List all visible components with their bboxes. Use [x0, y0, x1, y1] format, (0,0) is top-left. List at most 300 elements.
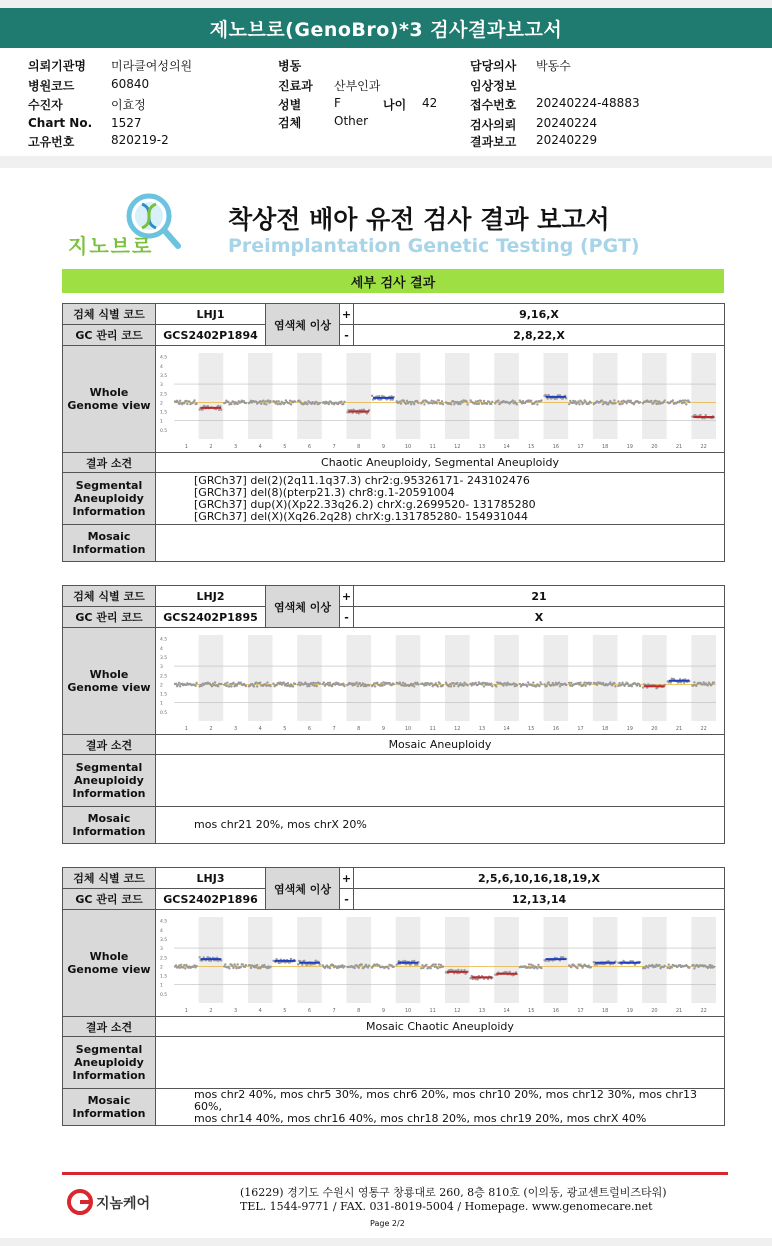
x-tick-label: 21 — [675, 443, 683, 450]
data-point — [379, 684, 381, 686]
whole-genome-label: Whole Genome view — [63, 346, 156, 453]
header-label: 나이 — [383, 98, 407, 112]
data-point — [340, 400, 342, 402]
x-tick-label: 6 — [307, 1007, 312, 1014]
gc-code: GCS2402P1896 — [156, 889, 266, 910]
data-point — [470, 684, 472, 686]
data-point — [614, 685, 616, 687]
footer-address-block — [240, 1186, 667, 1214]
data-point — [255, 681, 257, 683]
header-value: 박동수 — [536, 59, 571, 73]
data-point — [297, 963, 299, 965]
x-tick-label: 1 — [184, 1007, 188, 1014]
data-point — [486, 402, 488, 404]
whole-genome-label: Whole Genome view — [63, 628, 156, 735]
data-point — [438, 963, 440, 965]
chromosome-band — [691, 917, 716, 1003]
data-point — [253, 685, 255, 687]
data-point — [441, 400, 443, 402]
data-point — [570, 681, 572, 683]
x-tick-label: 19 — [626, 443, 633, 450]
data-point — [260, 402, 262, 404]
header-label: 병원코드 — [28, 79, 75, 93]
data-point — [235, 967, 237, 969]
x-tick-label: 18 — [601, 443, 609, 450]
sample-code-label: 검체 식별 코드 — [63, 868, 156, 889]
data-point — [688, 400, 690, 402]
whole-genome-plot-cell — [156, 628, 725, 735]
y-tick-label: 4.5 — [160, 637, 168, 643]
header-label: 검사의뢰 — [470, 118, 517, 132]
data-point — [323, 681, 325, 683]
chromosome-band — [346, 917, 371, 1003]
data-point — [655, 402, 657, 404]
whole-genome-plot — [156, 347, 724, 452]
data-point — [617, 400, 619, 402]
data-point — [374, 685, 376, 687]
mosaic-line: mos chr2 40%, mos chr5 30%, mos chr6 20%, mos chr10 20%, mos chr12 30%, mos chr13 60%, — [194, 1088, 697, 1113]
plus-sign: + — [340, 868, 354, 889]
data-point — [356, 681, 358, 683]
data-point — [668, 963, 670, 965]
x-tick-label: 12 — [454, 443, 461, 450]
finding-label: 결과 소견 — [63, 1017, 156, 1037]
data-point — [195, 402, 197, 404]
data-point — [328, 402, 330, 404]
header-label: 임상정보 — [470, 79, 517, 93]
data-point — [614, 402, 616, 404]
data-point — [255, 966, 257, 968]
data-point — [618, 681, 620, 683]
x-tick-label: 3 — [233, 443, 238, 450]
data-point — [483, 685, 485, 687]
data-point — [175, 964, 177, 966]
data-point — [275, 400, 277, 402]
x-tick-label: 5 — [283, 1007, 287, 1014]
finding-text: Chaotic Aneuploidy, Segmental Aneuploidy — [156, 453, 725, 473]
y-tick-label: 0.5 — [160, 428, 168, 434]
data-point — [477, 978, 479, 980]
data-point — [448, 685, 450, 687]
data-point — [236, 402, 238, 404]
data-point — [343, 684, 345, 686]
data-point — [353, 966, 355, 968]
data-point — [224, 401, 226, 403]
header-label: 진료과 — [278, 79, 313, 93]
data-point — [625, 402, 627, 404]
data-point — [620, 400, 622, 402]
data-point — [437, 685, 439, 687]
data-point — [684, 399, 686, 401]
data-point — [631, 684, 633, 686]
section-title: 세부 검사 결과 — [62, 269, 724, 293]
data-point — [290, 403, 292, 405]
data-point — [380, 682, 382, 684]
x-tick-label: 19 — [626, 725, 633, 732]
data-point — [269, 965, 271, 967]
data-point — [654, 399, 656, 401]
data-point — [617, 684, 619, 686]
data-point — [232, 966, 234, 968]
data-point — [570, 966, 572, 968]
data-point — [179, 399, 181, 401]
header-label: 성별 — [278, 98, 302, 112]
chromosome-band — [593, 917, 618, 1003]
data-point — [480, 399, 482, 401]
data-point — [465, 400, 467, 402]
data-point — [178, 402, 180, 404]
data-point — [224, 963, 226, 965]
data-point — [516, 403, 518, 405]
segmental-label: Segmental Aneuploidy Information — [63, 1037, 156, 1089]
data-point — [226, 681, 228, 683]
y-tick-label: 3.5 — [160, 937, 168, 943]
data-point — [657, 402, 659, 404]
x-tick-label: 3 — [233, 1007, 238, 1014]
data-point — [429, 401, 431, 403]
data-point — [403, 684, 405, 686]
footer-divider — [62, 1172, 728, 1175]
data-point — [579, 681, 581, 683]
data-point — [183, 963, 185, 965]
data-point — [619, 403, 621, 405]
y-tick-label: 3.5 — [160, 373, 168, 379]
data-point — [319, 401, 321, 403]
data-point — [433, 963, 435, 965]
data-point — [474, 402, 476, 404]
chrom-abnormality-label: 염색체 이상 — [266, 868, 340, 910]
data-point — [482, 681, 484, 683]
x-tick-label: 13 — [478, 443, 486, 450]
header-value: 이효정 — [111, 98, 146, 112]
data-point — [462, 684, 464, 686]
data-point — [642, 686, 644, 688]
finding-text: Mosaic Aneuploidy — [156, 735, 725, 755]
data-point — [266, 681, 268, 683]
chromosome-band — [593, 353, 618, 439]
plus-sign: + — [340, 304, 354, 325]
segmental-line: [GRCh37] dup(X)(Xp22.33q26.2) chrX:g.2699520- 131785280 — [194, 497, 536, 511]
data-point — [475, 400, 477, 402]
x-tick-label: 11 — [429, 443, 436, 450]
mosaic-info — [156, 525, 725, 562]
data-point — [519, 682, 521, 684]
data-point — [440, 963, 442, 965]
data-point — [195, 964, 197, 966]
data-point — [547, 681, 549, 683]
data-point — [621, 402, 623, 404]
data-point — [495, 685, 497, 687]
header-label: 수진자 — [28, 98, 63, 112]
data-point — [559, 685, 561, 687]
data-point — [491, 685, 493, 687]
data-point — [404, 682, 406, 684]
x-tick-label: 1 — [184, 443, 188, 450]
x-tick-label: 4 — [258, 1007, 262, 1014]
data-point — [259, 400, 261, 402]
y-tick-label: 3 — [160, 946, 163, 952]
data-point — [437, 967, 439, 969]
segmental-info — [156, 1037, 725, 1089]
data-point — [423, 403, 425, 405]
x-tick-label: 9 — [381, 725, 386, 732]
data-point — [602, 403, 604, 405]
data-point — [528, 963, 530, 965]
data-point — [420, 967, 422, 969]
x-tick-label: 8 — [357, 1007, 361, 1014]
header-label: 의뢰기관명 — [28, 59, 86, 73]
data-point — [250, 966, 252, 968]
data-point — [358, 966, 360, 968]
data-point — [590, 966, 592, 968]
data-point — [290, 957, 292, 959]
data-point — [405, 402, 407, 404]
data-point — [683, 401, 685, 403]
chromosome-band — [396, 917, 421, 1003]
data-point — [439, 966, 441, 968]
loss-chromosomes: 2,8,22,X — [354, 325, 725, 346]
data-point — [267, 399, 269, 401]
data-point — [193, 399, 195, 401]
y-tick-label: 2.5 — [160, 955, 168, 961]
data-point — [217, 685, 219, 687]
y-tick-label: 4 — [160, 928, 163, 934]
header-value: 산부인과 — [334, 79, 381, 93]
chromosome-band — [297, 353, 322, 439]
x-tick-label: 13 — [478, 1007, 486, 1014]
header-label: 접수번호 — [470, 98, 517, 112]
data-point — [421, 964, 423, 966]
data-point — [644, 967, 646, 969]
data-point — [571, 401, 573, 403]
x-tick-label: 12 — [454, 725, 461, 732]
data-point — [269, 684, 271, 686]
whole-genome-plot-cell — [156, 910, 725, 1017]
x-tick-label: 2 — [209, 443, 213, 450]
data-point — [565, 683, 567, 685]
data-point — [229, 682, 231, 684]
data-point — [423, 684, 425, 686]
data-point — [692, 684, 694, 686]
sample-result-table — [62, 867, 725, 1126]
x-tick-label: 8 — [357, 725, 361, 732]
data-point — [305, 682, 307, 684]
header-value: 20240224 — [536, 116, 598, 130]
data-point — [413, 402, 415, 404]
chromosome-band — [248, 353, 273, 439]
data-point — [656, 400, 658, 402]
logo-text: 지노브로 — [68, 234, 154, 258]
data-point — [342, 682, 344, 684]
segmental-info — [156, 473, 725, 525]
chromosome-band — [396, 635, 421, 721]
x-tick-label: 3 — [233, 725, 238, 732]
sample-result-table — [62, 585, 725, 844]
chrom-abnormality-label: 염색체 이상 — [266, 586, 340, 628]
data-point — [198, 956, 200, 958]
data-point — [213, 683, 215, 685]
data-point — [527, 966, 529, 968]
data-point — [391, 398, 393, 400]
data-point — [692, 963, 694, 965]
segmental-line: [GRCh37] del(X)(Xq26.2q28) chrX:g.131785280- 154931044 — [194, 509, 529, 523]
y-tick-label: 4 — [160, 364, 163, 370]
sample-code: LHJ2 — [156, 586, 266, 607]
finding-label: 결과 소견 — [63, 735, 156, 755]
data-point — [526, 685, 528, 687]
data-point — [382, 681, 384, 683]
data-point — [568, 681, 570, 683]
header-label: 고유번호 — [28, 135, 75, 149]
data-point — [200, 684, 202, 686]
data-point — [265, 403, 267, 405]
data-point — [453, 684, 455, 686]
data-point — [430, 399, 432, 401]
data-point — [177, 683, 179, 685]
x-tick-label: 11 — [429, 725, 436, 732]
x-tick-label: 17 — [577, 1007, 584, 1014]
data-point — [476, 402, 478, 404]
x-tick-label: 6 — [307, 443, 312, 450]
sample-code: LHJ3 — [156, 868, 266, 889]
data-point — [531, 684, 533, 686]
chrom-abnormality-label: 염색체 이상 — [266, 304, 340, 346]
data-point — [359, 681, 361, 683]
data-point — [429, 967, 431, 969]
chromosome-band — [445, 353, 470, 439]
chromosome-band — [642, 635, 667, 721]
data-point — [283, 681, 285, 683]
y-tick-label: 1.5 — [160, 974, 168, 980]
y-tick-label: 2.5 — [160, 673, 168, 679]
company-name: 지놈케어 — [96, 1196, 151, 1212]
data-point — [713, 965, 715, 967]
data-point — [491, 400, 493, 402]
minus-sign: - — [340, 889, 354, 910]
data-point — [449, 682, 451, 684]
y-tick-label: 0.5 — [160, 710, 168, 716]
data-point — [431, 402, 433, 404]
chromosome-band — [494, 635, 519, 721]
y-tick-label: 1 — [160, 701, 163, 707]
data-point — [540, 683, 542, 685]
data-point — [552, 681, 554, 683]
gain-chromosomes: 2,5,6,10,16,18,19,X — [354, 868, 725, 889]
data-point — [551, 683, 553, 685]
chromosome-band — [199, 635, 224, 721]
data-point — [362, 682, 364, 684]
data-point — [532, 681, 534, 683]
mosaic-label: Mosaic Information — [63, 1089, 156, 1126]
data-point — [342, 402, 344, 404]
data-point — [387, 967, 389, 969]
chromosome-band — [544, 635, 569, 721]
gc-code-label: GC 관리 코드 — [63, 325, 156, 346]
data-point — [314, 681, 316, 683]
data-point — [263, 402, 265, 404]
data-point — [416, 963, 418, 965]
chromosome-band — [593, 635, 618, 721]
data-point — [179, 966, 181, 968]
data-point — [667, 966, 669, 968]
plus-sign: + — [340, 586, 354, 607]
data-point — [434, 965, 436, 967]
data-point — [218, 408, 220, 410]
x-tick-label: 16 — [552, 1007, 560, 1014]
data-point — [577, 400, 579, 402]
sample-code: LHJ1 — [156, 304, 266, 325]
data-point — [650, 399, 652, 401]
header-value: 1527 — [111, 116, 142, 130]
data-point — [245, 401, 247, 403]
footer-contact: TEL. 1544-9771 / FAX. 031-8019-5004 / Homepage. www.genomecare.net — [240, 1200, 653, 1213]
x-tick-label: 16 — [552, 725, 560, 732]
data-point — [685, 403, 687, 405]
data-point — [227, 400, 229, 402]
data-point — [580, 400, 582, 402]
data-point — [329, 681, 331, 683]
data-point — [702, 681, 704, 683]
gc-code-label: GC 관리 코드 — [63, 889, 156, 910]
data-point — [373, 682, 375, 684]
data-point — [211, 685, 213, 687]
x-tick-label: 2 — [209, 725, 213, 732]
y-tick-label: 2 — [160, 682, 163, 688]
data-point — [217, 404, 219, 406]
header-value: 20240224-48883 — [536, 96, 640, 110]
data-point — [422, 399, 424, 401]
header-label: 결과보고 — [470, 135, 517, 149]
mosaic-line: mos chr14 40%, mos chr16 40%, mos chr18 20%, mos chr19 20%, mos chrX 40% — [194, 1112, 647, 1125]
gc-code: GCS2402P1894 — [156, 325, 266, 346]
data-point — [406, 399, 408, 401]
data-point — [505, 684, 507, 686]
data-point — [368, 964, 370, 966]
x-tick-label: 15 — [528, 725, 535, 732]
x-tick-label: 7 — [332, 443, 336, 450]
data-point — [228, 967, 230, 969]
data-point — [357, 684, 359, 686]
data-point — [230, 402, 232, 404]
data-point — [502, 684, 504, 686]
data-point — [442, 965, 444, 967]
x-tick-label: 7 — [332, 725, 336, 732]
header-value: 42 — [422, 96, 438, 110]
x-tick-label: 11 — [429, 1007, 436, 1014]
data-point — [401, 684, 403, 686]
chromosome-band — [494, 917, 519, 1003]
x-tick-label: 10 — [404, 443, 412, 450]
data-point — [613, 399, 615, 401]
data-point — [478, 402, 480, 404]
data-point — [371, 394, 373, 396]
x-tick-label: 13 — [478, 725, 486, 732]
data-point — [225, 684, 227, 686]
y-tick-label: 2 — [160, 400, 163, 406]
data-point — [312, 681, 314, 683]
whole-genome-plot — [156, 911, 724, 1016]
data-point — [329, 966, 331, 968]
y-tick-label: 1.5 — [160, 410, 168, 416]
data-point — [402, 681, 404, 683]
data-point — [536, 967, 538, 969]
y-tick-label: 4.5 — [160, 355, 168, 361]
data-point — [188, 400, 190, 402]
x-tick-label: 18 — [601, 725, 609, 732]
y-tick-label: 3 — [160, 664, 163, 670]
chromosome-band — [691, 353, 716, 439]
data-point — [459, 402, 461, 404]
